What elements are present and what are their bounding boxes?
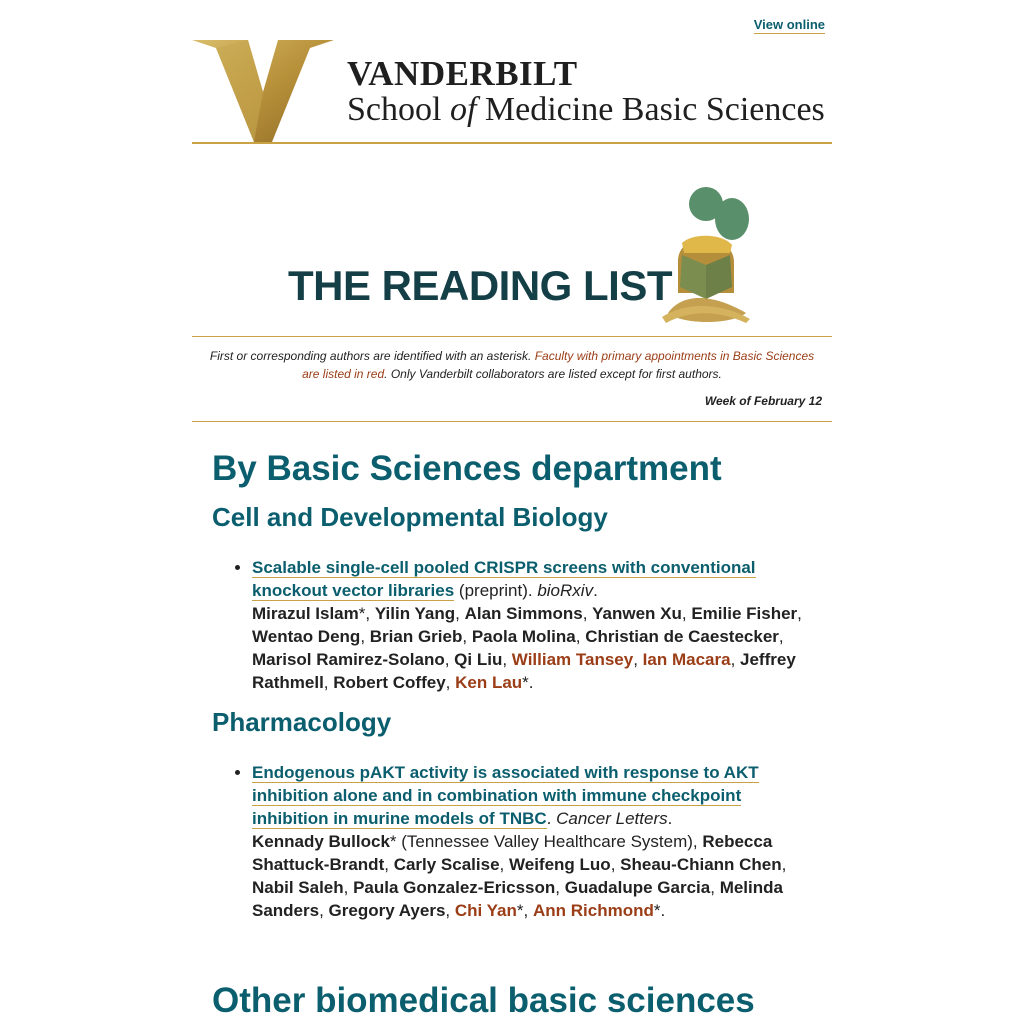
- faculty-author: Ian Macara: [642, 650, 731, 669]
- author: Guadalupe Garcia: [564, 878, 711, 897]
- reading-list-banner: [192, 145, 832, 335]
- author: Gregory Ayers: [328, 901, 446, 920]
- header: [192, 40, 832, 144]
- faculty-author: Chi Yan: [454, 901, 517, 920]
- reading-person-illustration: [662, 183, 752, 325]
- faculty-author: Ken Lau: [455, 673, 523, 692]
- brand-school: School: [347, 91, 442, 128]
- author: Qi Liu: [454, 650, 503, 669]
- paper-item: • Scalable single-cell pooled CRISPR screens with conventional knockout vector libraries (preprint). bioRxiv. Mirazul Islam*, Yilin Yang, Alan Simmons, Yanwen Xu, Emilie Fisher, Wentao Deng, Brian Grieb, Paola Molina, Christian de Caestecker, Marisol Ramirez-Solano, Qi Liu, William Tansey, Ian Macara, Jeffrey Rathmell, Robert Coffey, Ken Lau*.: [252, 556, 812, 694]
- paper-list-pharmacology: [212, 761, 812, 922]
- author: Marisol Ramirez-Solano: [252, 650, 445, 669]
- author: Christian de Caestecker: [585, 627, 779, 646]
- author: Brian Grieb: [369, 627, 463, 646]
- author: Sheau-Chiann Chen: [620, 855, 782, 874]
- paper-type: (preprint).: [454, 581, 538, 600]
- author: Emilie Fisher: [691, 604, 798, 623]
- main-content: [212, 446, 812, 1024]
- author: Mirazul Islam: [252, 604, 359, 623]
- brand-name: VANDERBILT: [347, 54, 578, 93]
- paper-title-link[interactable]: Endogenous pAKT activity is associated with response to AKT inhibition alone and in combination with immune checkpoint inhibition in murine models of TNBC: [252, 763, 759, 828]
- author-list: Mirazul Islam*, Yilin Yang, Alan Simmons, Yanwen Xu, Emilie Fisher, Wentao Deng, Brian Grieb, Paola Molina, Christian de Caestecker, Marisol Ramirez-Solano, Qi Liu, William Tansey, Ian Macara, Jeffrey Rathmell, Robert Coffey, Ken Lau*.: [252, 604, 802, 692]
- author: Melinda Sanders: [252, 878, 783, 920]
- section-heading-other: Other biomedical basic sciences: [212, 981, 755, 1020]
- author: Jeffrey Rathmell: [252, 650, 796, 692]
- paper-list-cdb: [212, 556, 812, 694]
- author: Paola Molina: [471, 627, 576, 646]
- note-text-a: First or corresponding authors are identified with an asterisk.: [209, 349, 535, 363]
- week-label: Week of February 12: [704, 394, 822, 408]
- brand-rest: Medicine Basic Sciences: [484, 91, 825, 128]
- author-note: [202, 347, 822, 383]
- note-text-red: Faculty with primary appointments in Basic Sciences are listed in red: [302, 349, 815, 381]
- reading-list-title: THE READING LIST: [288, 262, 673, 309]
- author: Yilin Yang: [374, 604, 456, 623]
- author: Rebecca Shattuck-Brandt: [252, 832, 773, 874]
- note-text-b: . Only Vanderbilt collaborators are listed except for first authors.: [384, 367, 722, 381]
- author: Robert Coffey: [333, 673, 446, 692]
- author-list: Kennady Bullock* (Tennessee Valley Healthcare System), Rebecca Shattuck-Brandt, Carly Scalise, Weifeng Luo, Sheau-Chiann Chen, Nabil Saleh, Paula Gonzalez-Ericsson, Guadalupe Garcia, Melinda Sanders, Gregory Ayers, Chi Yan*, Ann Richmond*.: [252, 832, 787, 920]
- brand-school-line: [347, 91, 825, 129]
- dept-heading-pharmacology: Pharmacology: [212, 707, 392, 737]
- author: Alan Simmons: [464, 604, 583, 623]
- journal-name: Cancer Letters: [556, 809, 668, 828]
- journal-name: bioRxiv: [537, 581, 594, 600]
- info-box: [192, 336, 832, 422]
- faculty-author: William Tansey: [511, 650, 634, 669]
- author: Paula Gonzalez-Ericsson: [353, 878, 556, 897]
- paper-item: • Endogenous pAKT activity is associated with response to AKT inhibition alone and in combination with immune checkpoint inhibition in murine models of TNBC. Cancer Letters. Kennady Bullock* (Tennessee Valley Healthcare System), Rebecca Shattuck-Brandt, Carly Scalise, Weifeng Luo, Sheau-Chiann Chen, Nabil Saleh, Paula Gonzalez-Ericsson, Guadalupe Garcia, Melinda Sanders, Gregory Ayers, Chi Yan*, Ann Richmond*.: [252, 761, 812, 922]
- author: Wentao Deng: [252, 627, 361, 646]
- view-online-link[interactable]: View online: [753, 17, 825, 32]
- faculty-author: Ann Richmond: [532, 901, 654, 920]
- section-heading-department: By Basic Sciences department: [212, 449, 722, 488]
- brand-of: of: [449, 91, 477, 128]
- vanderbilt-v-logo: [192, 40, 334, 142]
- dept-heading-cdb: Cell and Developmental Biology: [212, 502, 608, 532]
- author: Carly Scalise: [393, 855, 500, 874]
- author: Nabil Saleh: [252, 878, 344, 897]
- author: Yanwen Xu: [592, 604, 682, 623]
- paper-title-link[interactable]: Scalable single-cell pooled CRISPR screens with conventional knockout vector libraries: [252, 558, 756, 600]
- author: Kennady Bullock: [252, 832, 390, 851]
- author: Weifeng Luo: [509, 855, 611, 874]
